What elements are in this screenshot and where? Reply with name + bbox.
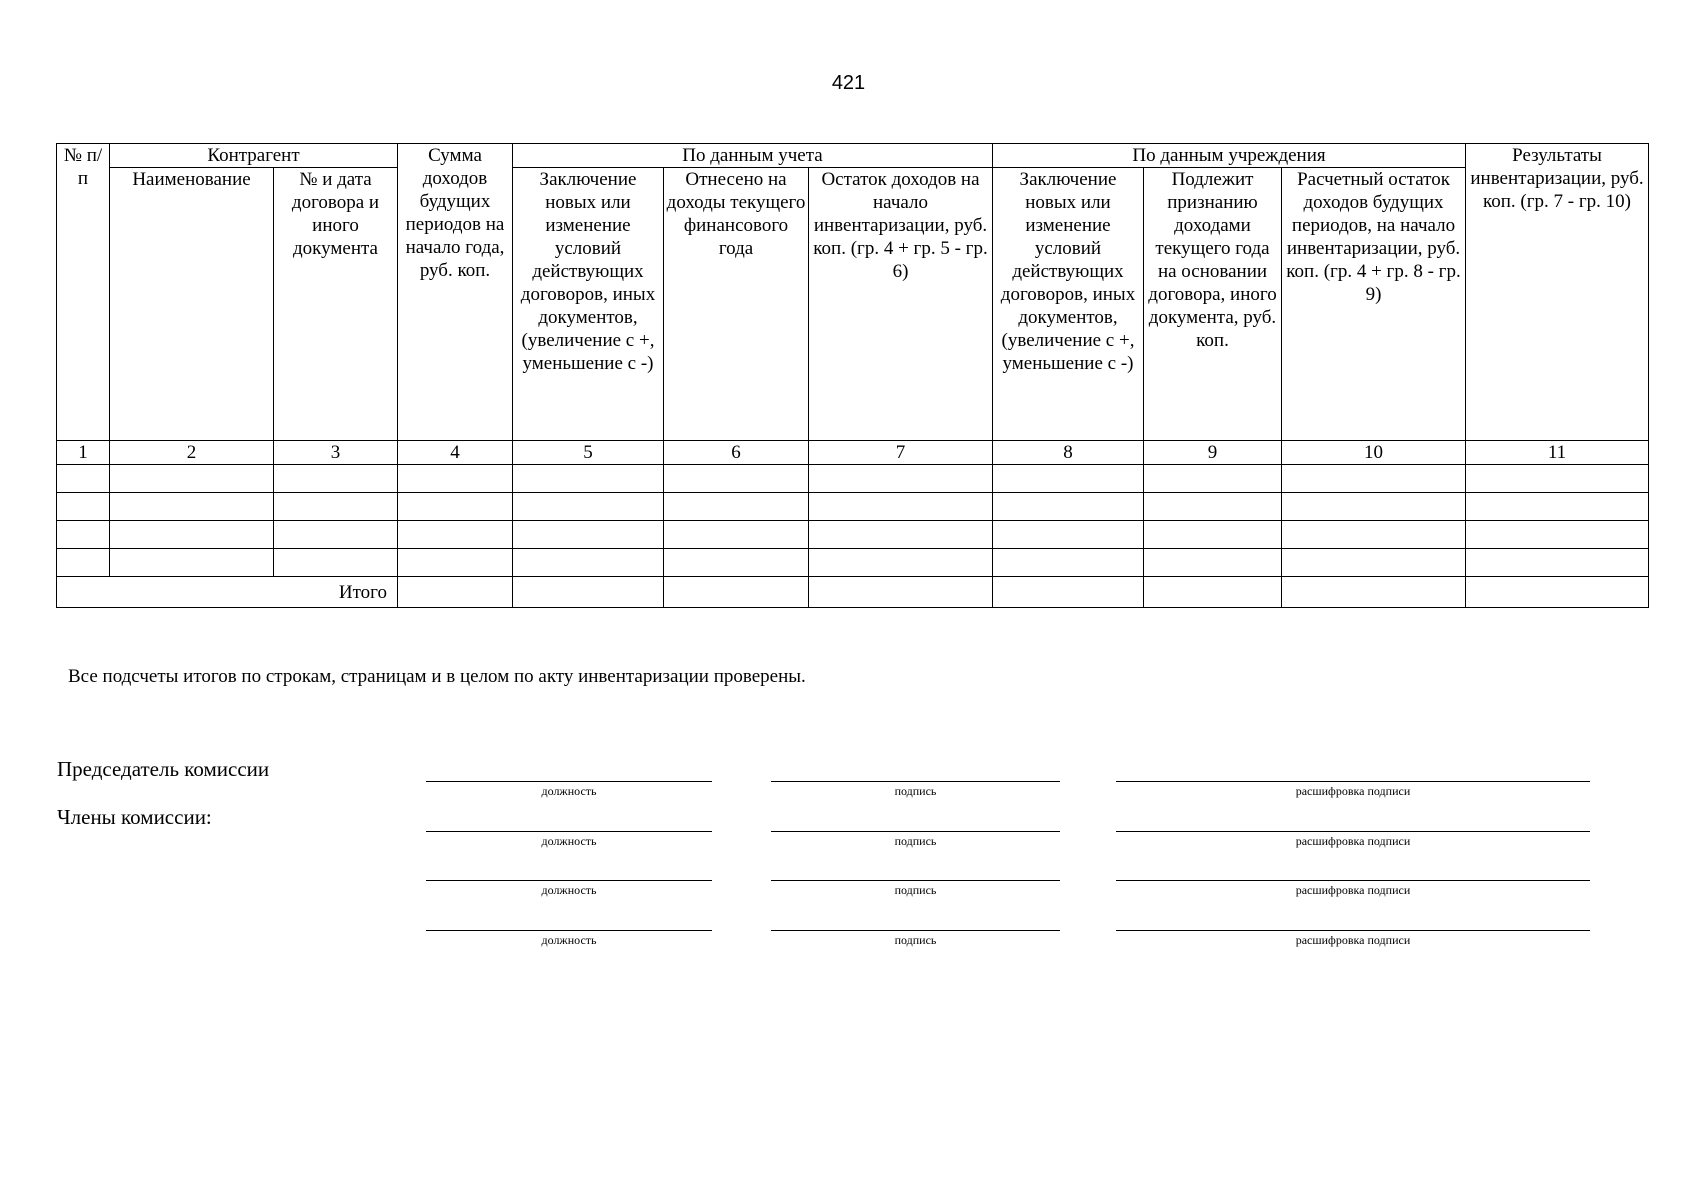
header-calc-balance: Расчетный остаток доходов будущих периодов, на начало инвентаризации, руб. коп. (гр. 4 + гр. 8 - гр. 9): [1282, 168, 1466, 441]
col-number: 10: [1282, 441, 1466, 465]
col-number: 4: [398, 441, 513, 465]
table-row: [57, 521, 1649, 549]
col-number: 9: [1144, 441, 1282, 465]
signature-caption: подпись: [894, 784, 937, 798]
header-institution: По данным учреждения: [993, 144, 1466, 168]
page-number: 421: [831, 72, 866, 94]
position-line: [426, 831, 712, 832]
column-numbers-row: [57, 441, 1649, 465]
verification-note: Все подсчеты итогов по строкам, страницам и в целом по акту инвентаризации проверены.: [68, 666, 806, 687]
total-row: [57, 577, 1649, 608]
position-caption: должность: [541, 883, 597, 897]
signature-line: [771, 930, 1060, 931]
decoding-line: [1116, 781, 1590, 782]
table-row: [57, 549, 1649, 577]
signature-caption: подпись: [894, 834, 937, 848]
total-label: Итого: [57, 577, 398, 608]
decoding-caption: расшифровка подписи: [1295, 784, 1411, 798]
chairman-label: Председатель комиссии: [57, 757, 270, 781]
header-recognition: Подлежит признанию доходами текущего года на основании договора, иного документа, руб. коп.: [1144, 168, 1282, 441]
signature-caption: подпись: [894, 883, 937, 897]
decoding-line: [1116, 831, 1590, 832]
col-number: 7: [809, 441, 993, 465]
decoding-caption: расшифровка подписи: [1295, 883, 1411, 897]
decoding-line: [1116, 930, 1590, 931]
header-counterparty: Контрагент: [110, 144, 398, 168]
decoding-caption: расшифровка подписи: [1295, 933, 1411, 947]
table-row: [57, 465, 1649, 493]
decoding-line: [1116, 880, 1590, 881]
table-row: [57, 493, 1649, 521]
header-results: Результаты инвентаризации, руб. коп. (гр. 7 - гр. 10): [1466, 144, 1649, 441]
position-caption: должность: [541, 834, 597, 848]
header-contract: № и дата договора и иного документа: [274, 168, 398, 441]
header-balance: Остаток доходов на начало инвентаризации, руб. коп. (гр. 4 + гр. 5 - гр. 6): [809, 168, 993, 441]
position-line: [426, 880, 712, 881]
signature-line: [771, 781, 1060, 782]
position-line: [426, 930, 712, 931]
header-conclusion-institution: Заключение новых или изменение условий действующих договоров, иных документов, (увеличение с +, уменьшение с -): [993, 168, 1144, 441]
header-accounting: По данным учета: [513, 144, 993, 168]
header-attributed: Отнесено на доходы текущего финансового года: [664, 168, 809, 441]
col-number: 8: [993, 441, 1144, 465]
header-conclusion-accounting: Заключение новых или изменение условий действующих договоров, иных документов, (увеличение с +, уменьшение с -): [513, 168, 664, 441]
members-label: Члены комиссии:: [57, 805, 212, 829]
position-caption: должность: [541, 784, 597, 798]
header-num: № п/п: [57, 144, 110, 441]
position-line: [426, 781, 712, 782]
col-number: 1: [57, 441, 110, 465]
col-number: 2: [110, 441, 274, 465]
header-sum: Сумма доходов будущих периодов на начало года, руб. коп.: [398, 144, 513, 441]
signature-line: [771, 831, 1060, 832]
position-caption: должность: [541, 933, 597, 947]
col-number: 3: [274, 441, 398, 465]
col-number: 5: [513, 441, 664, 465]
signature-caption: подпись: [894, 933, 937, 947]
signature-line: [771, 880, 1060, 881]
decoding-caption: расшифровка подписи: [1295, 834, 1411, 848]
inventory-table: [56, 143, 1649, 608]
header-name: Наименование: [110, 168, 274, 441]
col-number: 11: [1466, 441, 1649, 465]
col-number: 6: [664, 441, 809, 465]
